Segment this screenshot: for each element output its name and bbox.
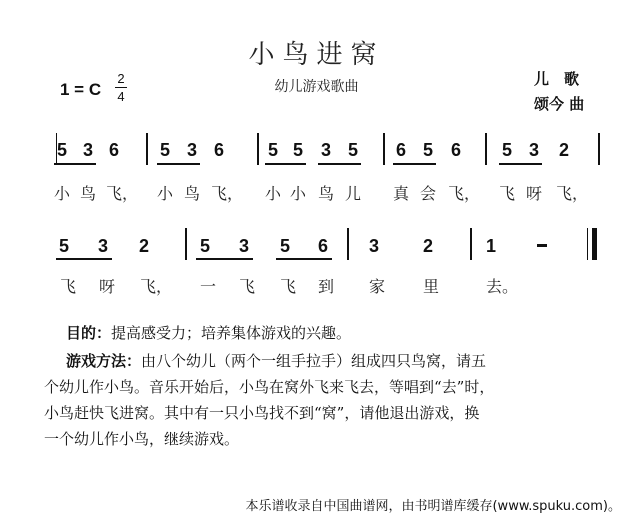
lyric: 飞， <box>140 277 173 296</box>
barline <box>470 228 472 260</box>
key-signature: 1 = C <box>60 80 102 99</box>
method-paragraph <box>66 348 606 374</box>
barline <box>347 228 349 260</box>
lyric: 去。 <box>486 277 519 296</box>
barline <box>185 228 187 260</box>
beam <box>56 258 112 260</box>
lyric: 儿 <box>345 184 362 203</box>
note: 5 <box>347 140 359 160</box>
note: 6 <box>317 236 329 256</box>
lyric: 飞 <box>499 184 516 203</box>
note: 5 <box>199 236 211 256</box>
note: 5 <box>267 140 279 160</box>
lyric: 飞， <box>448 184 481 203</box>
lyric: 鸟 <box>318 184 335 203</box>
method-continued <box>44 374 604 452</box>
beam <box>157 163 200 165</box>
note: 3 <box>82 140 94 160</box>
lyric: 一 <box>200 277 217 296</box>
barline <box>485 133 487 165</box>
lyric: 飞， <box>556 184 589 203</box>
sustain-dash <box>537 244 547 247</box>
beam <box>276 258 332 260</box>
lyric: 鸟 <box>80 184 97 203</box>
lyric: 飞， <box>106 184 139 203</box>
goal-text: 提高感受力；培养集体游戏的兴趣。 <box>111 324 352 342</box>
note: 2 <box>558 140 570 160</box>
note: 3 <box>320 140 332 160</box>
method-label: 游戏方法： <box>66 352 142 370</box>
barline <box>146 133 148 165</box>
time-signature-top: 2 <box>117 71 125 86</box>
note: 5 <box>292 140 304 160</box>
final-barline-thick <box>592 228 597 260</box>
lyric: 小 <box>265 184 282 203</box>
lyric: 会 <box>420 184 437 203</box>
lyric: 小 <box>54 184 71 203</box>
method-line-3: 小鸟赶快飞进窝。其中有一只小鸟找不到“窝”，请他退出游戏，换 <box>44 404 480 422</box>
barline <box>598 133 600 165</box>
song-subtitle: 幼儿游戏歌曲 <box>274 79 359 95</box>
beam <box>318 163 361 165</box>
lyric: 飞， <box>211 184 244 203</box>
note: 2 <box>422 236 434 256</box>
method-line-1: 由八个幼儿（两个一组手拉手）组成四只鸟窝，请五 <box>141 352 487 370</box>
song-title: 小鸟进窝 <box>248 40 385 70</box>
note: 5 <box>501 140 513 160</box>
note: 5 <box>56 140 68 160</box>
beam <box>393 163 436 165</box>
note: 6 <box>213 140 225 160</box>
method-line-2: 个幼儿作小鸟。音乐开始后，小鸟在窝外飞来飞去，等唱到“去”时， <box>44 378 495 396</box>
lyricist-credit: 儿 歌 <box>534 70 580 88</box>
lyric: 飞 <box>239 277 256 296</box>
note: 1 <box>485 236 497 256</box>
note: 5 <box>58 236 70 256</box>
lyric: 呀 <box>99 277 116 296</box>
note: 5 <box>422 140 434 160</box>
note: 5 <box>279 236 291 256</box>
note: 2 <box>138 236 150 256</box>
note: 3 <box>238 236 250 256</box>
source-footer: 本乐谱收录自中国曲谱网，由书明谱库缓存(www.spuku.com)。 <box>245 499 621 514</box>
lyric: 小 <box>157 184 174 203</box>
lyric: 呀 <box>526 184 543 203</box>
goal-paragraph <box>66 320 606 346</box>
barline <box>383 133 385 165</box>
beam <box>265 163 306 165</box>
lyric: 鸟 <box>184 184 201 203</box>
final-barline-thin <box>587 228 588 260</box>
time-signature <box>115 72 127 103</box>
beam <box>499 163 542 165</box>
lyric: 到 <box>318 277 335 296</box>
note: 5 <box>159 140 171 160</box>
composer-credit: 颂今 曲 <box>534 95 585 113</box>
lyric: 家 <box>369 277 386 296</box>
note: 3 <box>97 236 109 256</box>
time-signature-bottom: 4 <box>117 89 125 104</box>
barline <box>257 133 259 165</box>
note: 3 <box>528 140 540 160</box>
note: 6 <box>395 140 407 160</box>
lyric: 里 <box>423 277 440 296</box>
lyric: 真 <box>393 184 410 203</box>
beam <box>196 258 253 260</box>
lyric: 飞 <box>60 277 77 296</box>
lyric: 飞 <box>280 277 297 296</box>
note: 3 <box>186 140 198 160</box>
note: 3 <box>368 236 380 256</box>
note: 6 <box>450 140 462 160</box>
time-signature-line <box>115 87 127 88</box>
note: 6 <box>108 140 120 160</box>
goal-label: 目的： <box>66 324 112 342</box>
lyric: 小 <box>290 184 307 203</box>
beam <box>54 163 96 165</box>
method-line-4: 一个幼儿作小鸟，继续游戏。 <box>44 430 240 448</box>
